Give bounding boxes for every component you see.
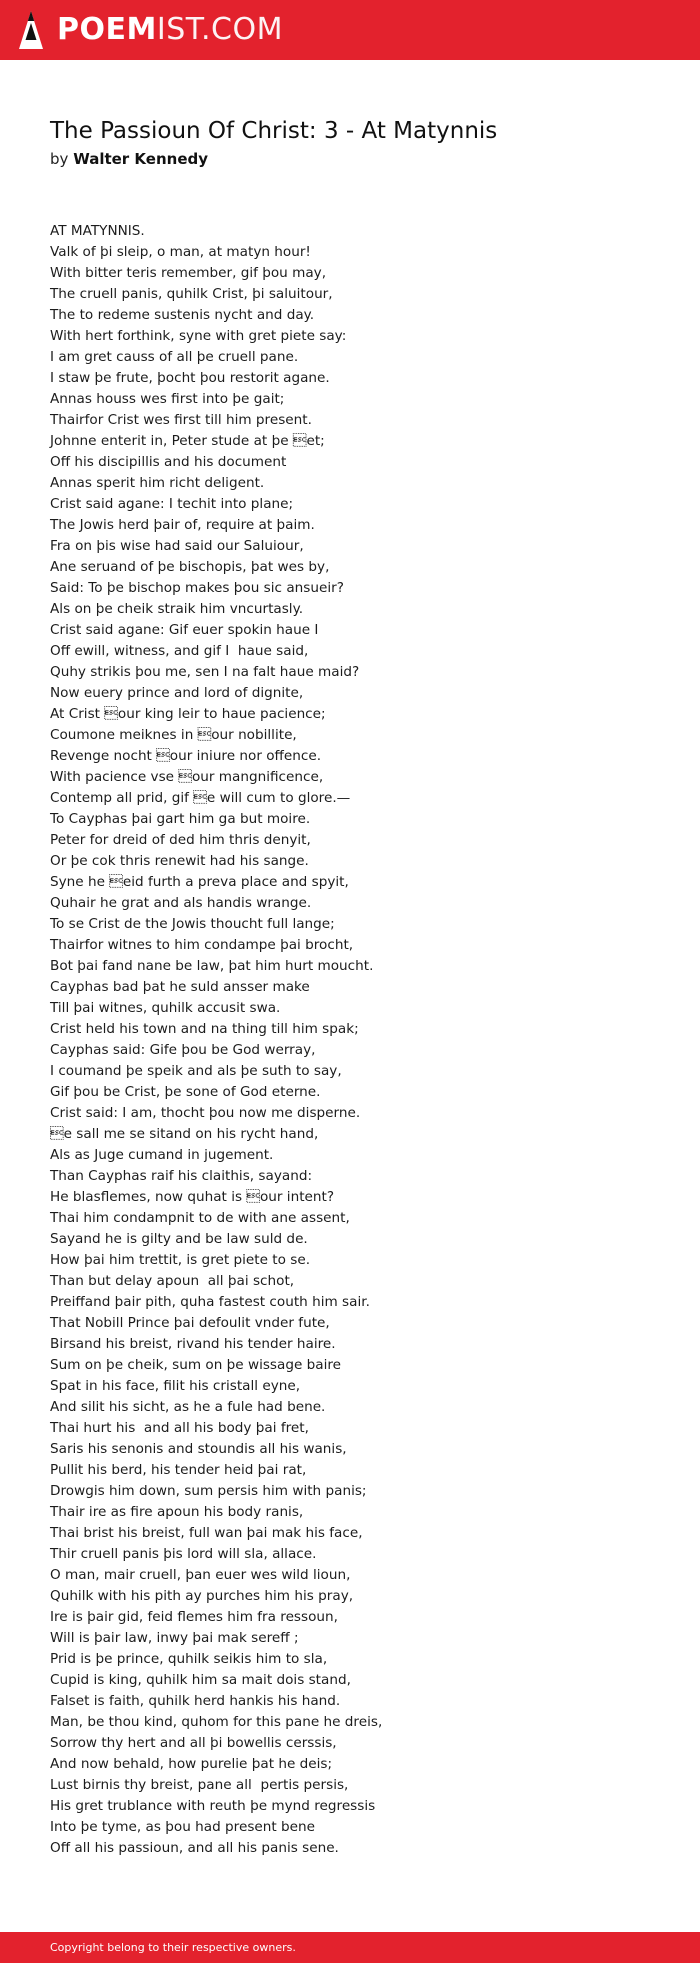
byline: [50, 149, 660, 169]
poem-line: Thairfor Crist wes first till him present.: [50, 412, 312, 428]
author-link[interactable]: Walter Kennedy: [73, 150, 209, 168]
poem-line: Crist said: I am, thocht þou now me disperne.: [50, 1105, 361, 1121]
poem-line: O man, mair cruell, þan euer wes wild lioun,: [50, 1567, 351, 1583]
poem-line: At Crist our king leir to haue pacience;: [50, 706, 326, 722]
poem-line: Thir cruell panis þis lord will sla, allace.: [50, 1546, 317, 1562]
poem-line: Bot þai fand nane be law, þat him hurt moucht.: [50, 958, 374, 974]
poem-line: Drowgis him down, sum persis him with panis;: [50, 1483, 367, 1499]
poem-line: Thair ire as fire apoun his body ranis,: [50, 1504, 304, 1520]
poem-line: How þai him trettit, is gret piete to se.: [50, 1252, 311, 1268]
poem-line: Quhair he grat and als handis wrange.: [50, 895, 312, 911]
poem-line: Quhilk with his pith ay purches him his pray,: [50, 1588, 354, 1604]
poem-line: Als as Juge cumand in jugement.: [50, 1147, 274, 1163]
poem-line: Thai hurt his and all his body þai fret,: [50, 1420, 309, 1436]
poem-line: Said: To þe bischop makes þou sic ansueir?: [50, 580, 344, 596]
poem-line: Thairfor witnes to him condampe þai brocht,: [50, 937, 354, 953]
logo-text-bold: POEM: [57, 12, 157, 47]
poem-line: The cruell panis, quhilk Crist, þi saluitour,: [50, 286, 333, 302]
poem-line: I staw þe frute, þocht þou restorit agane.: [50, 370, 330, 386]
poem-line: Off ewill, witness, and gif I haue said,: [50, 643, 309, 659]
poem-line: That Nobill Prince þai defoulit vnder fute,: [50, 1315, 330, 1331]
site-header: [0, 0, 700, 60]
poem-line: I coumand þe speik and als þe suth to say,: [50, 1063, 342, 1079]
poem-line: Than but delay apoun all þai schot,: [50, 1273, 295, 1289]
poem-line: Falset is faith, quhilk herd hankis his hand.: [50, 1693, 341, 1709]
poem-line: Spat in his face, filit his cristall eyne,: [50, 1378, 301, 1394]
poem-line: Crist said agane: Gif euer spokin haue I: [50, 622, 319, 638]
poem-line: Now euery prince and lord of dignite,: [50, 685, 304, 701]
poem-line: Ire is þair gid, feid flemes him fra ressoun,: [50, 1609, 338, 1625]
poem-line: Birsand his breist, rivand his tender haire.: [50, 1336, 336, 1352]
poem-line: Prid is þe prince, quhilk seikis him to sla,: [50, 1651, 328, 1667]
site-logo-text: [57, 12, 283, 47]
poem-line: The Jowis herd þair of, require at þaim.: [50, 517, 315, 533]
poem-title: The Passioun Of Christ: 3 - At Matynnis: [50, 118, 498, 144]
poem-line: Revenge nocht our iniure nor offence.: [50, 748, 322, 764]
poem-line: With pacience vse our mangnificence,: [50, 769, 324, 785]
poem-line: I am gret causs of all þe cruell pane.: [50, 349, 299, 365]
poem-line: Crist said agane: I techit into plane;: [50, 496, 294, 512]
byline-by-label: by: [50, 150, 69, 168]
poem-line: Lust birnis thy breist, pane all pertis persis,: [50, 1777, 349, 1793]
poem-line: Coumone meiknes in our nobillite,: [50, 727, 297, 743]
poem-line: Gif þou be Crist, þe sone of God eterne.: [50, 1084, 321, 1100]
poem-line: Than Cayphas raif his claithis, sayand:: [50, 1168, 313, 1184]
poem-line: Annas sperit him richt deligent.: [50, 475, 265, 491]
poem-line: His gret trublance with reuth þe mynd regressis: [50, 1798, 376, 1814]
poem-line: Contemp all prid, gif e will cum to glore.—: [50, 790, 351, 806]
poem-line: Thai him condampnit to de with ane assent,: [50, 1210, 350, 1226]
poem-line: Will is þair law, inwy þai mak sereff ;: [50, 1630, 299, 1646]
poem-line: Ane seruand of þe bischopis, þat wes by,: [50, 559, 330, 575]
poem-line: Syne he eid furth a preva place and spyit,: [50, 874, 349, 890]
poem-line: Peter for dreid of ded him thris denyit,: [50, 832, 311, 848]
poem-line: He blasflemes, now quhat is our intent?: [50, 1189, 335, 1205]
poem-line: Off his discipillis and his document: [50, 454, 287, 470]
logo-text-light: IST.COM: [156, 12, 283, 47]
poem-line: Thai brist his breist, full wan þai mak his face,: [50, 1525, 363, 1541]
poem-line: With bitter teris remember, gif þou may,: [50, 265, 327, 281]
poem-line: The to redeme sustenis nycht and day.: [50, 307, 315, 323]
poem-line: Sorrow thy hert and all þi bowellis cerssis,: [50, 1735, 337, 1751]
site-footer: [0, 1932, 700, 1963]
poem-line: To se Crist de the Jowis thoucht full lange;: [50, 916, 335, 932]
poem-line: To Cayphas þai gart him ga but moire.: [50, 811, 311, 827]
footer-copyright: Copyright belong to their respective owners.: [50, 1941, 296, 1954]
poem-line: Valk of þi sleip, o man, at matyn hour!: [50, 244, 311, 260]
poem-line: And silit his sicht, as he a fule had bene.: [50, 1399, 326, 1415]
poem-line: Fra on þis wise had said our Saluiour,: [50, 538, 304, 554]
poem-line: AT MATYNNIS.: [50, 223, 145, 239]
poem-line: Als on þe cheik straik him vncurtasly.: [50, 601, 304, 617]
poem-line: Saris his senonis and stoundis all his wanis,: [50, 1441, 347, 1457]
poem-line: Crist held his town and na thing till him spak;: [50, 1021, 359, 1037]
poem-line: Annas houss wes first into þe gait;: [50, 391, 285, 407]
poem-line: And now behald, how purelie þat he deis;: [50, 1756, 333, 1772]
site-logo-link[interactable]: [18, 9, 283, 51]
poem-line: Man, be thou kind, quhom for this pane he dreis,: [50, 1714, 383, 1730]
poem-line: Preiffand þair pith, quha fastest couth him sair.: [50, 1294, 370, 1310]
poem-line: Off all his passioun, and all his panis sene.: [50, 1840, 339, 1856]
poem-line: Cupid is king, quhilk him sa mait dois stand,: [50, 1672, 351, 1688]
poem-line: Till þai witnes, quhilk accusit swa.: [50, 1000, 281, 1016]
poem-line: Into þe tyme, as þou had present bene: [50, 1819, 316, 1835]
poem-line: Cayphas said: Gife þou be God werray,: [50, 1042, 316, 1058]
poem-line: With hert forthink, syne with gret piete say:: [50, 328, 347, 344]
poem-line: Johnne enterit in, Peter stude at þe et;: [50, 433, 325, 449]
poem-content: [50, 114, 660, 1859]
poem-body: [50, 221, 660, 1859]
poem-line: Or þe cok thris renewit had his sange.: [50, 853, 309, 869]
pencil-tip-icon: [18, 9, 44, 51]
poem-line: Quhy strikis þou me, sen I na falt haue maid?: [50, 664, 360, 680]
poem-line: e sall me se sitand on his rycht hand,: [50, 1126, 319, 1142]
poem-line: Pullit his berd, his tender heid þai rat,: [50, 1462, 307, 1478]
poem-line: Sayand he is gilty and be law suld de.: [50, 1231, 308, 1247]
poem-line: Cayphas bad þat he suld ansser make: [50, 979, 310, 995]
poem-line: Sum on þe cheik, sum on þe wissage baire: [50, 1357, 342, 1373]
